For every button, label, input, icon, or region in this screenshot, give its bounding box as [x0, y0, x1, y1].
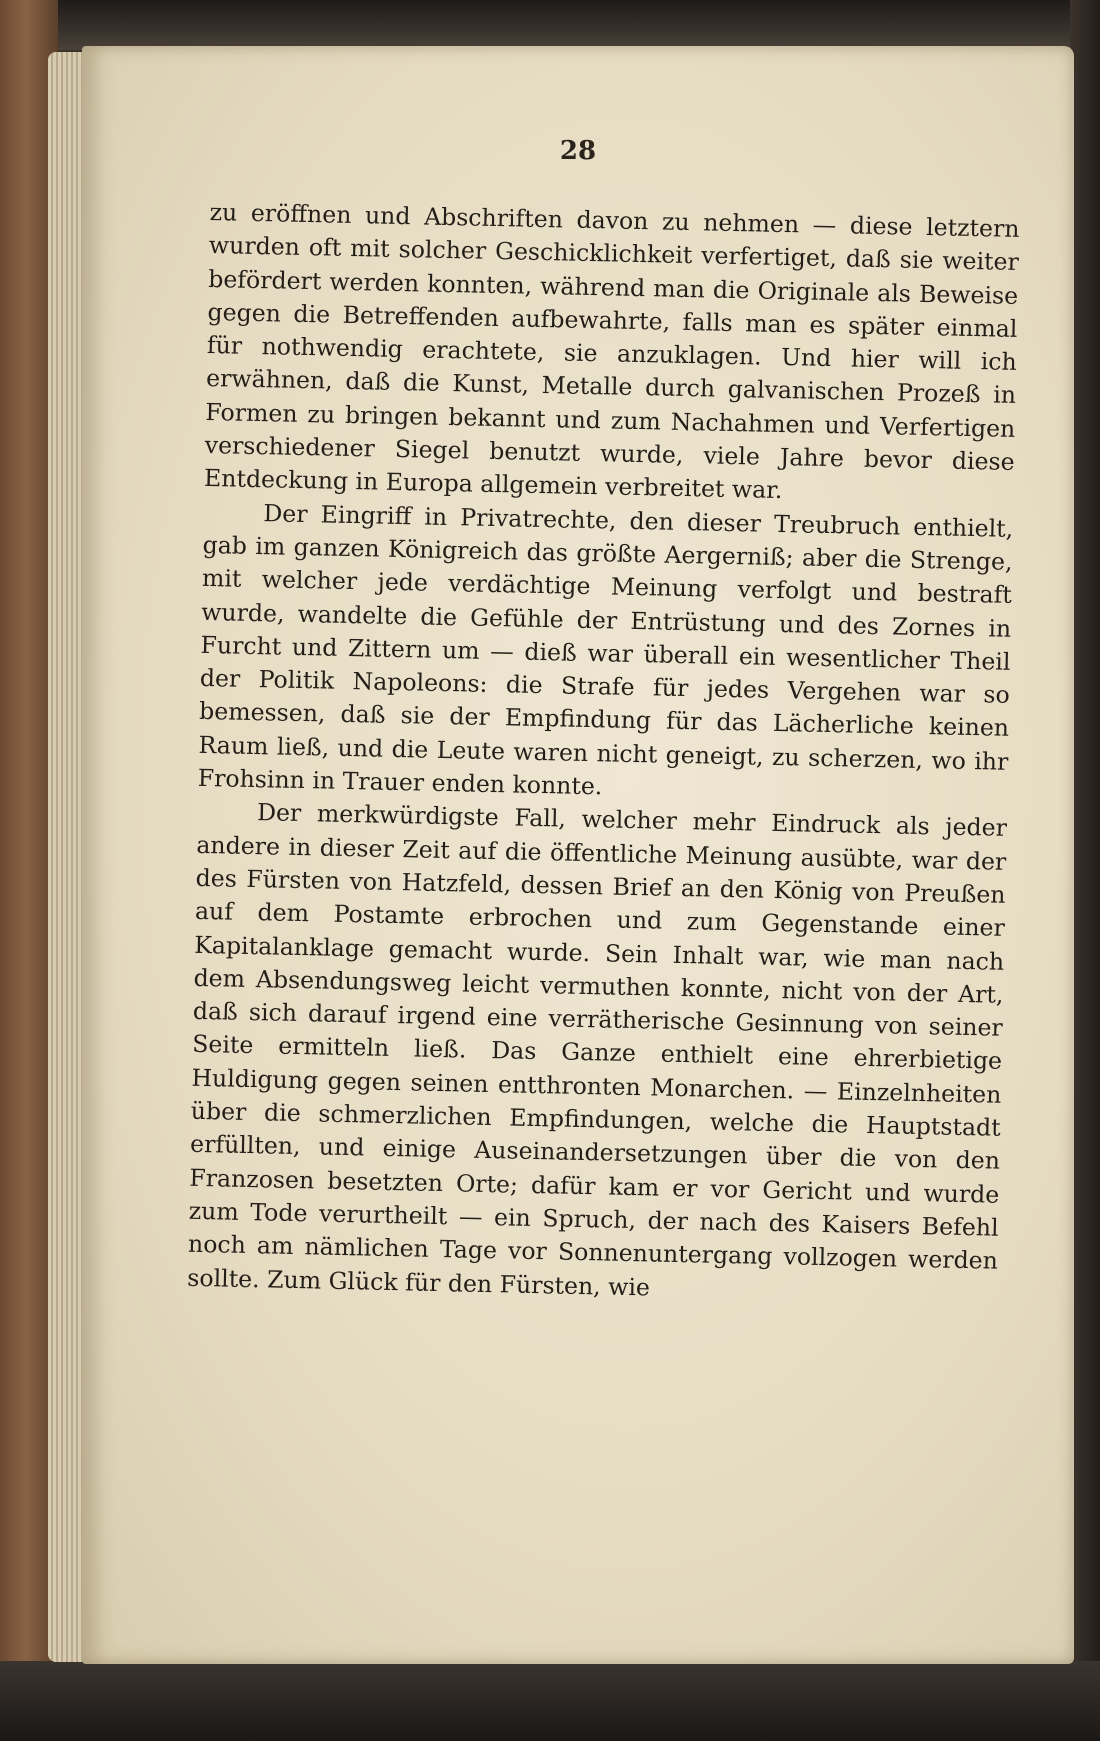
page-number: 28: [559, 136, 597, 166]
book-cover-right: [1070, 0, 1100, 1741]
book-cover-bottom: [0, 1661, 1100, 1741]
paragraph-2: Der Eingriff in Privatrechte, den dieser Treubruch enthielt, gab im ganzen Königreich das größte Aergerniß; aber die Strenge, mit welcher jede verdächtige Meinung verfolgt und bestraft wurde, wandelte die Gefühle der Entrüstung und des Zornes in Furcht und Zittern um — dieß war überall ein wesentlicher Theil der Politik Napoleons: die Strafe für jedes Vergehen war so bemessen, daß sie der Empfindung für das Lächerliche keinen Raum ließ, und die Leute waren nicht geneigt, zu scherzen, wo ihr Frohsinn in Trauer enden konnte.: [197, 498, 1014, 801]
body-text: [187, 196, 1020, 1312]
book-cover-top: [0, 0, 1100, 50]
paragraph-3: Der merkwürdigste Fall, welcher mehr Eindruck als jeder andere in dieser Zeit auf die öffentliche Meinung ausübte, war der des Fürsten von Hatzfeld, dessen Brief an den König von Preußen auf dem Postamte erbrochen und zum Gegenstande einer Kapitalanklage gemacht wurde. Sein Inhalt war, wie man nach dem Absendungsweg leicht vermuthen konnte, nicht von der Art, daß sich darauf irgend eine verrätherische Gesinnung von seiner Seite ermitteln ließ. Das Ganze enthielt eine ehrerbietige Huldigung gegen seinen entthronten Monarchen. — Einzelnheiten über die schmerzlichen Empfindungen, welche die Hauptstadt erfüllten, und einige Auseinandersetzungen über die von den Franzosen besetzten Orte; dafür kam er vor Gericht und wurde zum Tode verurtheilt — ein Spruch, der nach des Kaisers Befehl noch am nämlichen Tage vor Sonnenuntergang vollzogen werden sollte. Zum Glück für den Fürsten, wie: [187, 798, 1008, 1301]
paragraph-1: zu eröffnen und Abschriften davon zu nehmen — diese letztern wurden oft mit solcher Geschicklichkeit verfertiget, daß sie weiter befördert werden konnten, während man die Originale als Beweise gegen die Betreffenden aufbewahrte, falls man es später einmal für nothwendig erachtete, sie anzuklagen. Und hier will ich erwähnen, daß die Kunst, Metalle durch galvanischen Prozeß in Formen zu bringen bekannt und zum Nachahmen und Verfertigen verschiedener Siegel benutzt wurde, viele Jahre bevor diese Entdeckung in Europa allgemein verbreitet war.: [203, 197, 1020, 505]
book-page: [82, 46, 1074, 1664]
